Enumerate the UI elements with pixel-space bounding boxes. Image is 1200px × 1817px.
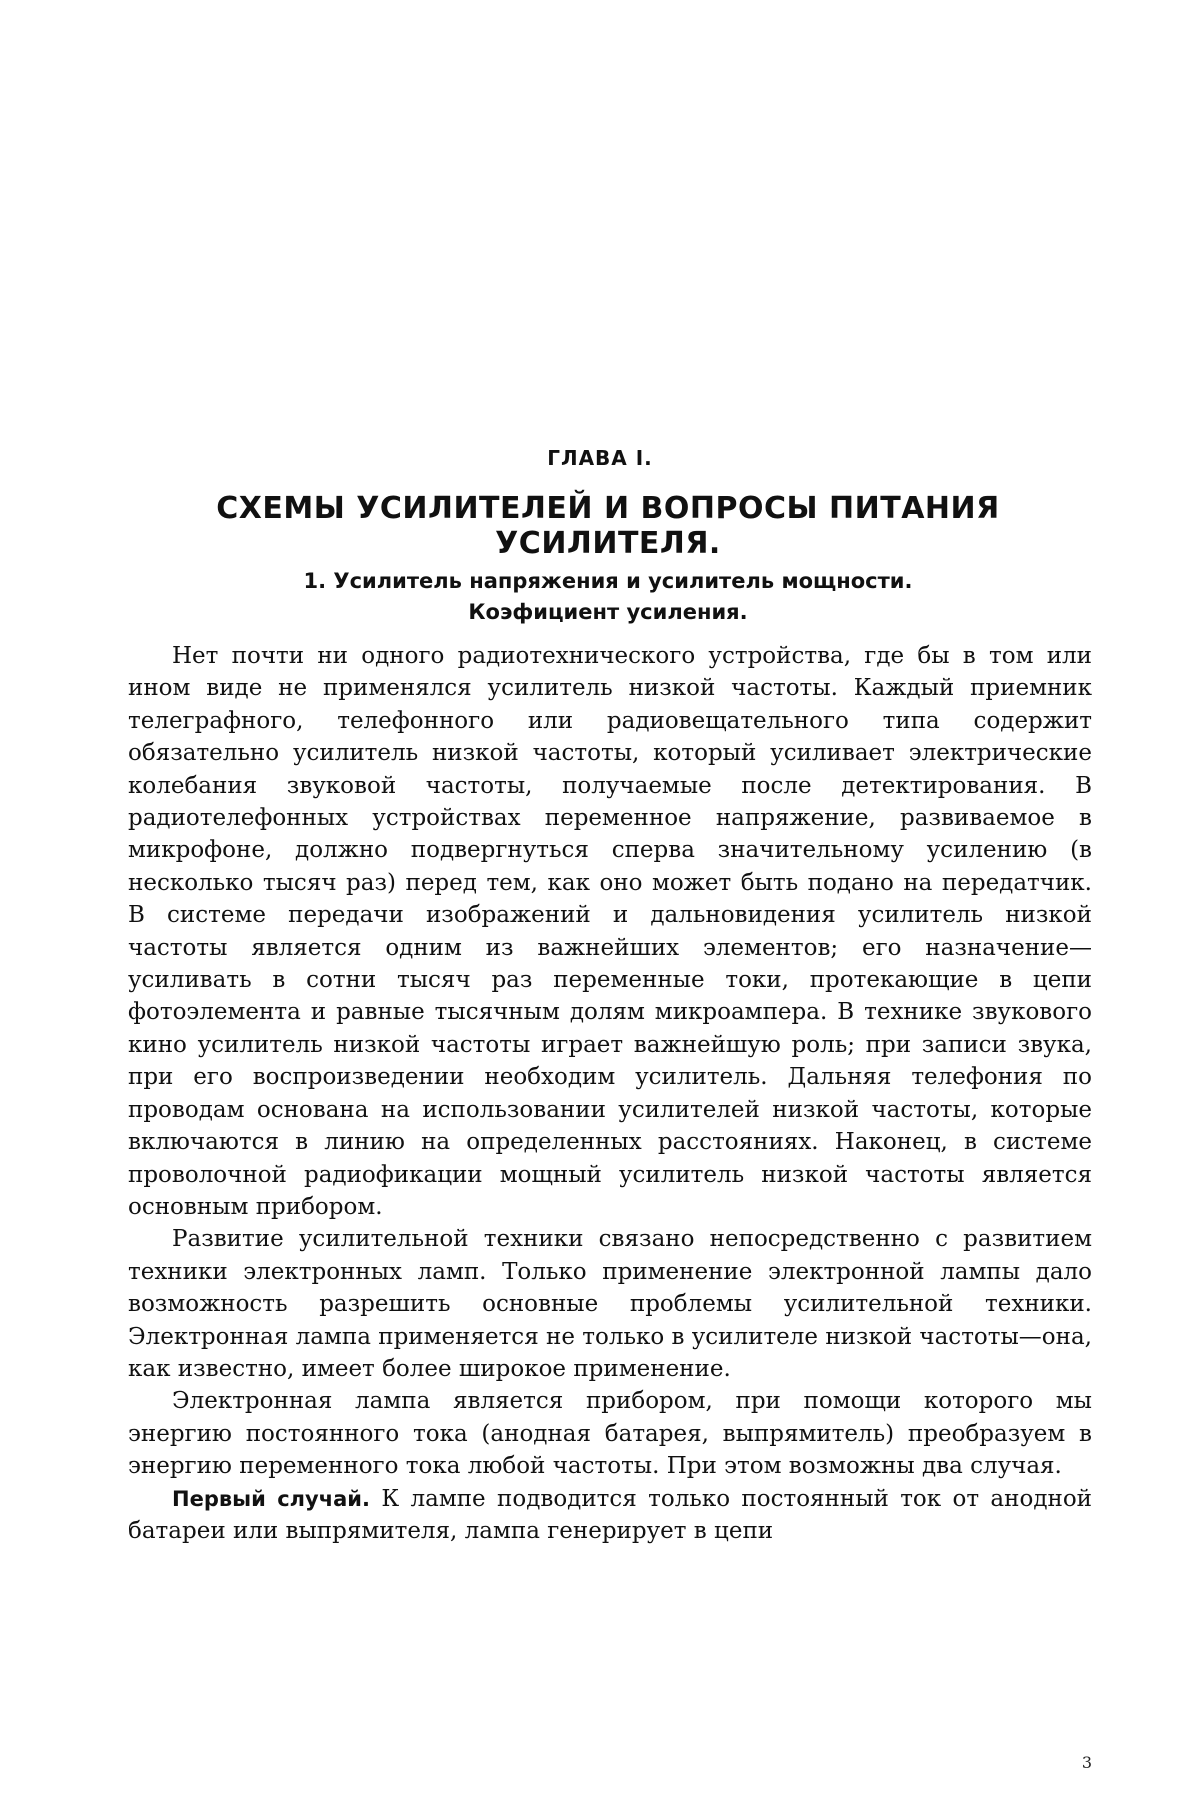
book-page — [0, 0, 1200, 1817]
body-text — [128, 640, 1092, 1547]
section-heading — [128, 566, 1088, 628]
paragraph: Развитие усилительной техники связано непосредственно с развитием техники электронных ламп. Только применение элек­тронной лампы дало возможность разрешить основные проблемы усилительной техники. Электронная лампа применяется не только в усилителе низкой частоты—она, как известно, имеет более широкое применение. — [128, 1223, 1092, 1385]
section-heading-line-2: Коэфициент усиления. — [128, 597, 1088, 628]
paragraph: Электронная лампа является прибором, при помощи которого мы энергию постоянного тока (анодная батарея, выпрямитель) преобразуем в энергию переменного тока любой частоты. При этом возможны два случая. — [128, 1385, 1092, 1482]
paragraph-lead: Первый случай. — [172, 1487, 370, 1511]
paragraph: Нет почти ни одного радиотехнического устройства, где бы в том или ином виде не применялся усилитель низкой частоты. Каждый приемник телеграфного, телефонного или радиовеща­тельного типа содержит обязательно усилитель низкой частоты, который усиливает электрические колебания звуковой частоты, получаемые после детектирования. В радиотелефонных устрой­ствах переменное напряжение, развиваемое в микрофоне, должно подвергнуться сперва значительному усилению (в несколько тысяч раз) перед тем, как оно может быть подано на передатчик. В системе передачи изображений и дальновидения усилитель низкой частоты является одним из важнейших элементов; его назначение—усиливать в сотни тысяч раз переменные токи, про­текающие в цепи фотоэлемента и равные тысячным долям микро­ампера. В технике звукового кино усилитель низкой частоты играет важнейшую роль; при записи звука, при его воспроиз­ведении необходим усилитель. Дальняя телефония по проводам основана на использовании усилителей низкой частоты, которые включаются в линию на определенных расстояниях. Наконец, в системе проволочной радиофикации мощный усилитель низкой частоты является основным прибором. — [128, 640, 1092, 1223]
section-heading-line-1: 1. Усилитель напряжения и усилитель мощности. — [128, 566, 1088, 597]
chapter-title: СХЕМЫ УСИЛИТЕЛЕЙ И ВОПРОСЫ ПИТАНИЯ УСИЛИТЕЛЯ. — [128, 491, 1088, 561]
chapter-label: ГЛАВА I. — [0, 446, 1200, 470]
paragraph-first-case — [128, 1483, 1092, 1548]
paragraph-text: К лампе подводится только постоянный ток от анодной батареи или выпрямителя, лампа генерирует в цепи — [128, 1486, 1092, 1544]
page-number: 3 — [1082, 1753, 1092, 1772]
